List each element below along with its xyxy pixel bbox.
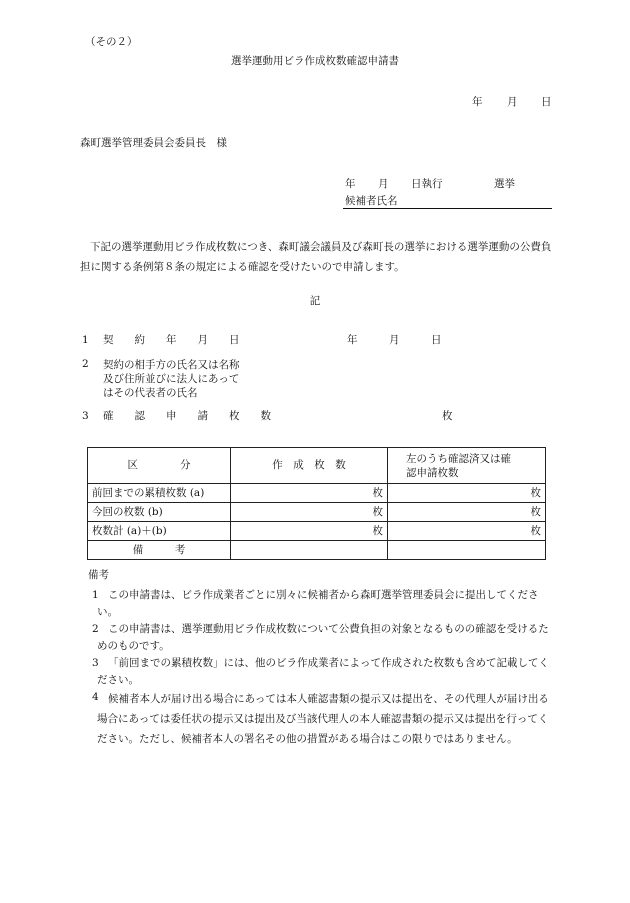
election-year: 年 (345, 178, 356, 190)
row-confirmed-unit: 枚 (388, 522, 546, 541)
note-number: 2 (92, 623, 99, 635)
notes-title: 備考 (88, 569, 109, 581)
date-year: 年 (472, 96, 483, 108)
row-created-unit: 枚 (231, 484, 388, 503)
count-table (87, 447, 546, 560)
note-text: 「前回までの累積枚数」には、他のビラ作成業者によって作成された枚数も含めて記載してください。 (97, 657, 549, 686)
item-label-contractor: 契約の相手方の氏名又は名称及び住所並びに法人にあってはその代表者の氏名 (103, 359, 240, 399)
item-number-3: 3 (82, 410, 89, 422)
item-value-requested-count: 枚 (442, 410, 453, 422)
election-day-held: 日執行 (411, 178, 443, 190)
addressee: 森町選挙管理委員会委員長 様 (80, 137, 227, 149)
row-created-unit: 枚 (231, 503, 388, 522)
item-label-contract-date: 契 約 年 月 日 (103, 334, 240, 346)
row-confirmed-unit: 枚 (388, 503, 546, 522)
candidate-underline (343, 208, 552, 209)
note-text: 候補者本人が届け出る場合にあっては本人確認書類の提示又は提出を、その代理人が届け出る場合にあっては委任状の提示又は提出及び当該代理人の本人確認書類の提示又は提出を行ってください。ただし、候補者本人の署名その他の措置がある場合はこの限りではありません。 (97, 693, 549, 745)
row-created-unit: 枚 (231, 522, 388, 541)
candidate-label: 候補者氏名 (345, 195, 398, 207)
note-number: 4 (92, 691, 99, 703)
election-type: 選挙 (494, 178, 515, 190)
row-label: 今回の枚数 (b) (88, 503, 231, 522)
row-label-remarks: 備 考 (88, 541, 231, 560)
row-remarks-confirmed (388, 541, 546, 560)
note-item-4 (83, 689, 553, 769)
note-text: この申請書は、選挙運動用ビラ作成枚数について公費負担の対象となるものの確認を受けるためのものです。 (97, 623, 549, 652)
table-header-row (88, 448, 546, 484)
row-remarks-created (231, 541, 388, 560)
election-month: 月 (378, 178, 389, 190)
note-number: 1 (92, 589, 99, 601)
row-confirmed-unit: 枚 (388, 484, 546, 503)
note-item-1 (83, 587, 553, 621)
form-number: （その２） (85, 36, 138, 48)
note-item-3 (83, 655, 553, 689)
table-row (88, 484, 546, 503)
item-number-2: 2 (82, 358, 89, 370)
header-confirmed-text: 左のうち確認済又は確認申請枚数 (406, 452, 511, 479)
table-row (88, 541, 546, 560)
table-row (88, 503, 546, 522)
table-row (88, 522, 546, 541)
item-label-requested-count: 確 認 申 請 枚 数 (103, 410, 271, 422)
note-text: この申請書は、ビラ作成業者ごとに別々に候補者から森町選挙管理委員会に提出してください。 (97, 589, 539, 618)
ki-mark: 記 (309, 295, 321, 307)
date-day: 日 (541, 96, 552, 108)
document-title: 選挙運動用ビラ作成枚数確認申請書 (231, 55, 399, 67)
note-number: 3 (92, 657, 99, 669)
date-month: 月 (507, 96, 518, 108)
header-created-count: 作 成 枚 数 (231, 448, 388, 484)
intro-paragraph: 下記の選挙運動用ビラ作成枚数につき、森町議会議員及び森町長の選挙における選挙運動の公費負担に関する条例第８条の規定による確認を受けたいので申請します。 (80, 241, 552, 273)
header-confirmed-count (388, 448, 546, 484)
item-number-1: 1 (82, 334, 89, 346)
item-value-contract-date: 年 月 日 (347, 334, 442, 346)
header-category: 区 分 (88, 448, 231, 484)
note-item-2 (83, 621, 553, 655)
row-label: 前回までの累積枚数 (a) (88, 484, 231, 503)
row-label: 枚数計 (a)＋(b) (88, 522, 231, 541)
